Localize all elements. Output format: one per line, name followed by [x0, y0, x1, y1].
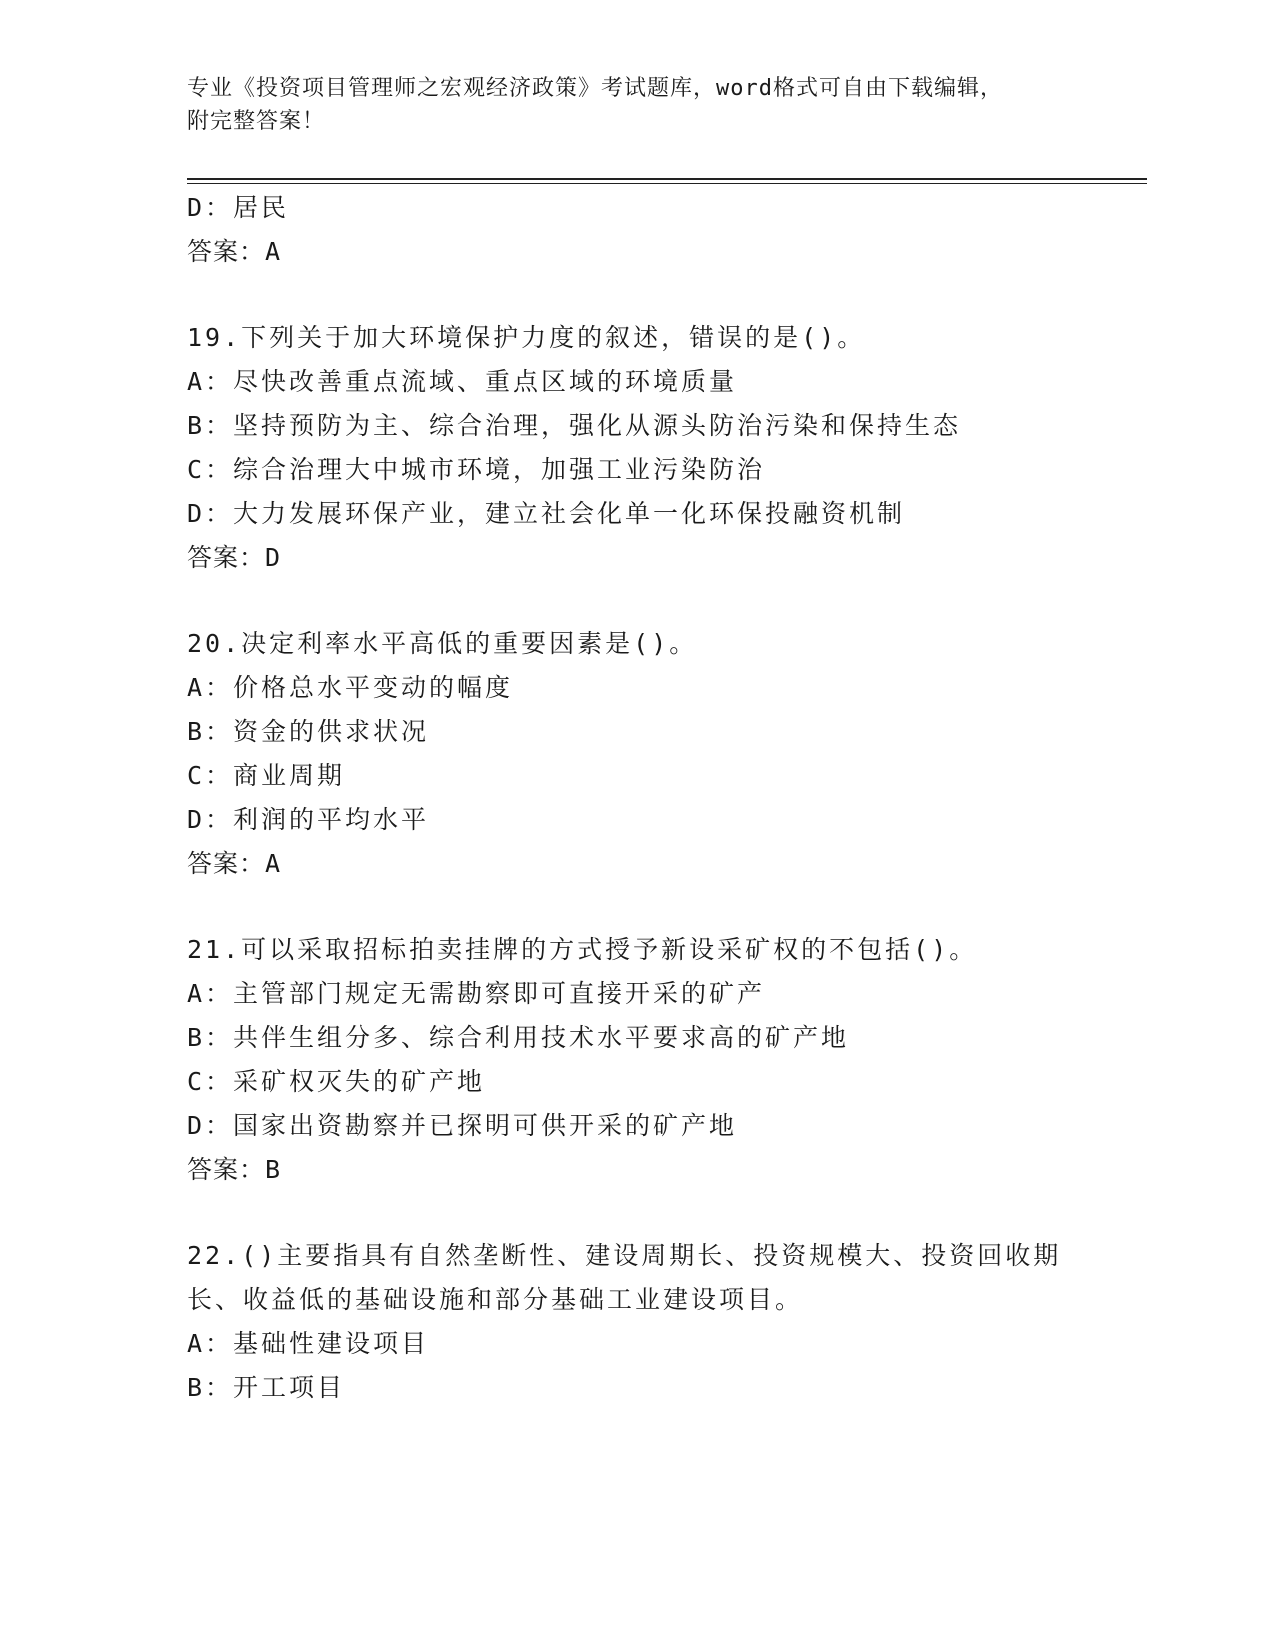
q21-option-c: C：采矿权灭失的矿产地 [187, 1067, 486, 1096]
q19-option-b: B：坚持预防为主、综合治理，强化从源头防治污染和保持生态 [187, 411, 962, 440]
q19-option-a: A：尽快改善重点流域、重点区域的环境质量 [187, 367, 738, 396]
q21-stem: 21.可以采取招标拍卖挂牌的方式授予新设采矿权的不包括()。 [187, 935, 978, 964]
q22-option-a: A：基础性建设项目 [187, 1329, 430, 1358]
q20-stem: 20.决定利率水平高低的重要因素是()。 [187, 629, 698, 658]
q20-option-a: A：价格总水平变动的幅度 [187, 673, 514, 702]
q21-option-b: B：共伴生组分多、综合利用技术水平要求高的矿产地 [187, 1023, 850, 1052]
q21-option-d: D：国家出资勘察并已探明可供开采的矿产地 [187, 1111, 738, 1140]
q19-option-c: C：综合治理大中城市环境，加强工业污染防治 [187, 455, 766, 484]
q22-stem-line-1: 22.()主要指具有自然垄断性、建设周期长、投资规模大、投资回收期 [187, 1241, 1062, 1270]
q20-answer: 答案：A [187, 849, 282, 878]
header-divider-thin [187, 183, 1147, 184]
q20-option-c: C：商业周期 [187, 761, 346, 790]
q19-stem: 19.下列关于加大环境保护力度的叙述，错误的是()。 [187, 323, 866, 352]
q21-answer: 答案：B [187, 1155, 282, 1184]
document-header [187, 72, 1003, 138]
q20-option-d: D：利润的平均水平 [187, 805, 430, 834]
q22-option-b: B：开工项目 [187, 1373, 346, 1402]
q19-answer: 答案：D [187, 543, 282, 572]
prev-option-d: D：居民 [187, 193, 290, 222]
header-line-2: 附完整答案！ [187, 109, 326, 134]
q22-stem-line-2: 长、收益低的基础设施和部分基础工业建设项目。 [187, 1285, 804, 1314]
header-divider-thick [187, 178, 1147, 180]
prev-answer: 答案：A [187, 237, 282, 266]
q20-option-b: B：资金的供求状况 [187, 717, 430, 746]
q21-option-a: A：主管部门规定无需勘察即可直接开采的矿产 [187, 979, 766, 1008]
header-line-1: 专业《投资项目管理师之宏观经济政策》考试题库，word格式可自由下载编辑， [187, 76, 1003, 101]
q19-option-d: D：大力发展环保产业，建立社会化单一化环保投融资机制 [187, 499, 906, 528]
